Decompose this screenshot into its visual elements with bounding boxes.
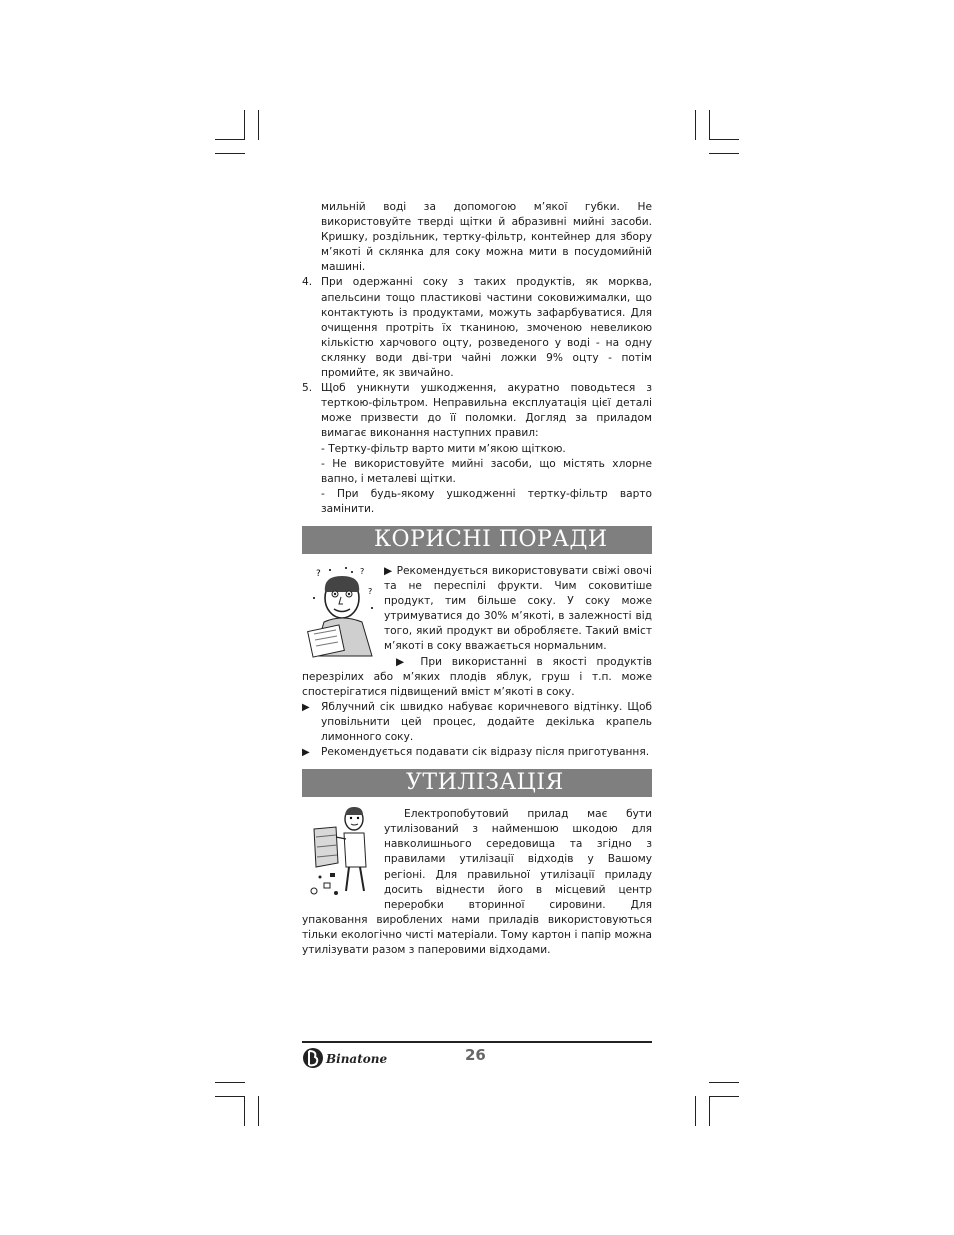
rule-line: - При будь-якому ушкодженні тертку-фільтр варто замінити.: [321, 487, 652, 515]
crop-mark: [709, 110, 710, 140]
crop-mark: [215, 1082, 245, 1083]
section-heading-disposal: УТИЛІЗАЦІЯ: [302, 769, 652, 797]
main-column: [302, 200, 652, 958]
list-item-5: [302, 381, 652, 517]
list-item-text: Щоб уникнути ушкодження, акуратно поводьтеся з терткою-фільтром. Неправильна експлуатація цієї деталі може призвести до її поломки. Догляд за приладом вимагає виконання наступних правил:: [321, 382, 652, 440]
crop-mark: [709, 1096, 739, 1097]
disposal-man-illustration: [302, 807, 382, 908]
tips-section: [302, 564, 652, 760]
confused-man-illustration: [302, 564, 382, 669]
rule-line: - Не використовуйте мийні засоби, що містять хлорне вапно, і металеві щітки.: [321, 457, 652, 485]
crop-mark: [215, 139, 245, 140]
section-heading-tips: КОРИСНІ ПОРАДИ: [302, 526, 652, 554]
crop-mark: [695, 1096, 696, 1126]
footer-rule: [302, 1041, 652, 1043]
disposal-text: Електропобутовий прилад має бути утилізований з найменшою шкодою для навколишнього середовища та згідно з правилами утилізації відходів у Вашому регіоні. Для правильної утилізації приладу досить віднести його в місцевий центр переробки вторинної сировини. Для упаковання вироблених нами приладів використовуються тільки екологічно чисті матеріали. Тому картон і папір можна утилізувати разом з паперовими відходами.: [302, 808, 652, 957]
arrow-bullet-icon: ▶: [396, 655, 411, 668]
crop-mark: [709, 139, 739, 140]
crop-mark: [695, 110, 696, 140]
disposal-section: [302, 807, 652, 958]
svg-text:?: ?: [316, 568, 321, 579]
crop-mark: [709, 1096, 710, 1126]
arrow-bullet-icon: ▶: [302, 747, 310, 759]
crop-mark: [258, 1096, 259, 1126]
arrow-bullet-icon: ▶: [302, 701, 310, 713]
svg-text:Binatone: Binatone: [326, 1052, 388, 1066]
svg-text:?: ?: [360, 566, 365, 576]
list-number: 5.: [302, 382, 313, 395]
tip-2: ▶ При використанні в якості продуктів перезрілих або м’яких плодів яблук, груш і т.п. може спостерігатися підвищений вміст м’якоті в соку.: [302, 655, 652, 698]
page-number: 26: [465, 1046, 486, 1064]
list-item-text: При одержанні соку з таких продуктів, як морква, апельсини тощо пластикові частини соковижималки, що контактують із продуктами, можуть зафарбуватися. Для очищення протріть їх тканиною, змоченою невеликою кількістю харчового оцту, розведеного у воді - на одну склянку води дві-три чайні ложки 9% оцту - потім промийте, як звичайно.: [321, 276, 652, 380]
crop-mark: [244, 110, 245, 140]
crop-mark: [215, 1096, 245, 1097]
crop-mark: [709, 153, 739, 154]
rule-line: - Тертку-фільтр варто мити м’якою щіткою.: [321, 442, 566, 455]
binatone-logo: [302, 1047, 392, 1069]
list-item-4: [302, 275, 652, 381]
crop-mark: [709, 1082, 739, 1083]
svg-text:?: ?: [368, 586, 373, 596]
tip-3: ▶ Яблучний сік швидко набуває коричневого відтінку. Щоб уповільнити цей процес, додайте декілька крапель лимонного соку.: [302, 700, 652, 743]
tip-4: ▶ Рекомендується подавати сік відразу після приготування.: [302, 745, 652, 760]
list-number: 4.: [302, 276, 313, 289]
crop-mark: [258, 110, 259, 140]
arrow-bullet-icon: ▶: [384, 564, 393, 577]
crop-mark: [244, 1096, 245, 1126]
continued-paragraph: мильній воді за допомогою м’якої губки. Не використовуйте тверді щітки й абразивні мийні засоби. Кришку, роздільник, тертку-фільтр, контейнер для збору м’якоті й склянка для соку можна мити в посудомийній машині.: [321, 201, 652, 274]
crop-mark: [215, 153, 245, 154]
tip-1: ▶ Рекомендується використовувати свіжі овочі та не переспілі фрукти. Чим соковитіше продукт, тим більше соку. У соку може утримуватися до 30% м’якоті, в залежності від того, який продукт ви обробляєте. Такий вміст м’якоті в соку вважається нормальним.: [384, 564, 652, 653]
